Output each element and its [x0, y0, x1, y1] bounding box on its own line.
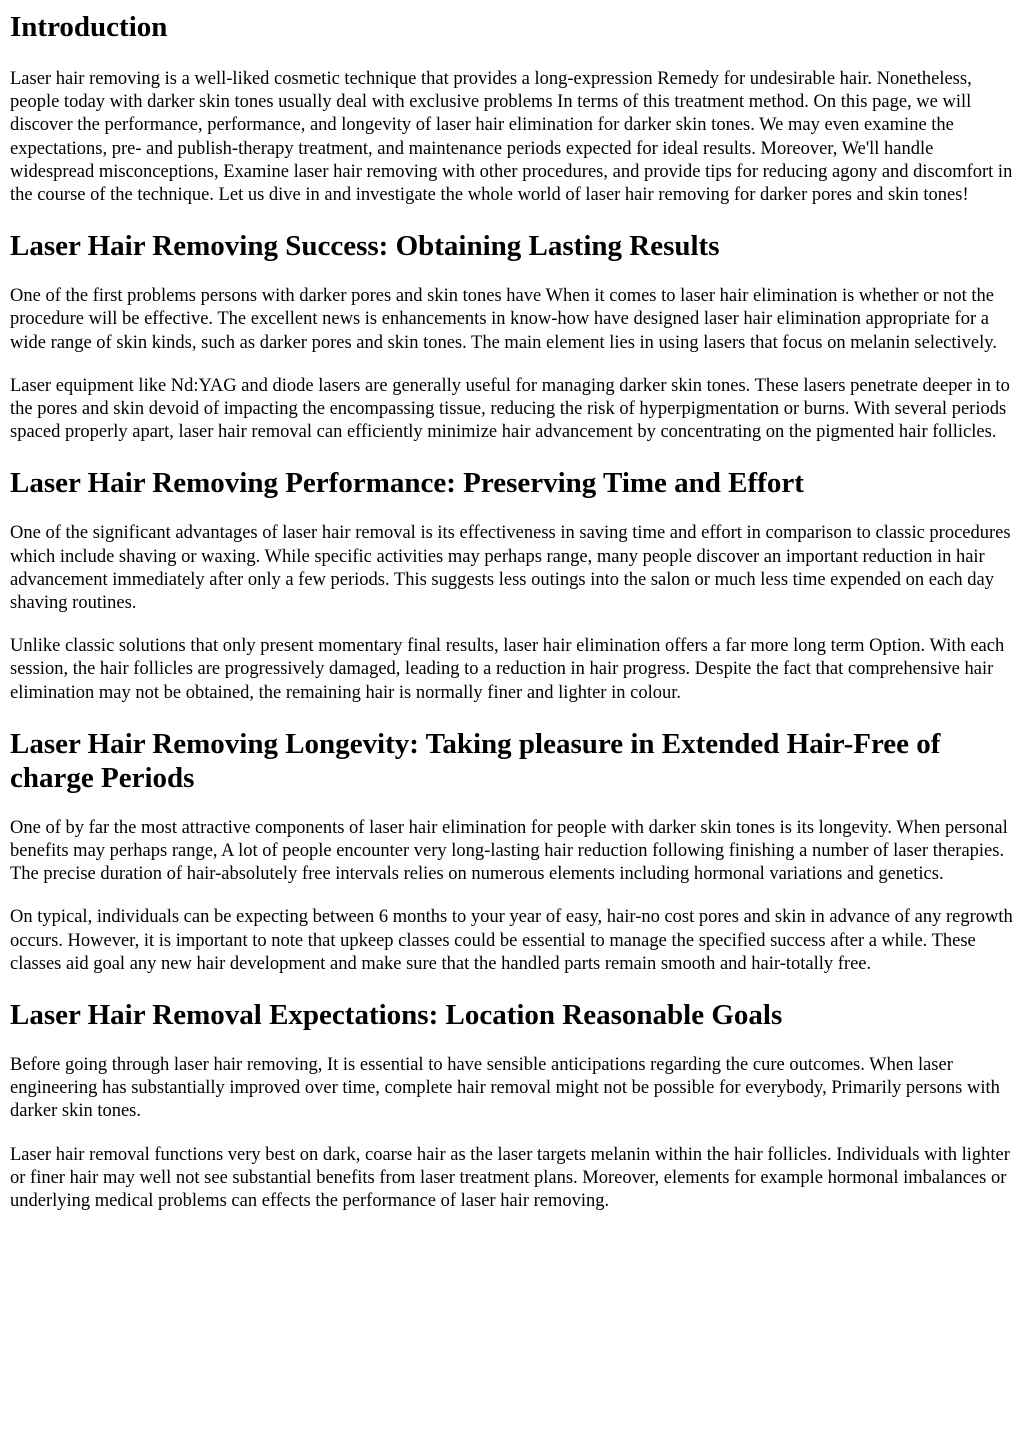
- heading-introduction: Introduction: [10, 11, 168, 43]
- section-longevity: [10, 727, 1014, 976]
- heading-expectations: Laser Hair Removal Expectations: Location Reasonable Goals: [10, 999, 783, 1032]
- heading-longevity: Laser Hair Removing Longevity: Taking pleasure in Extended Hair-Free of charge Periods: [10, 727, 941, 794]
- paragraph-expectations-1: Before going through laser hair removing, It is essential to have sensible anticipations regarding the cure outcomes. When laser engineering has substantially improved over time, complete hair removal might not be possible for everybody, Primarily persons with darker skin tones.: [10, 1055, 1000, 1122]
- paragraph-performance-2: Unlike classic solutions that only present momentary final results, laser hair elimination offers a far more long term Option. With each session, the hair follicles are progressively damaged, leading to a reduction in hair progress. Despite the fact that comprehensive hair elimination may not be obtained, the remaining hair is normally finer and lighter in colour.: [10, 636, 1005, 703]
- paragraph-longevity-1: One of by far the most attractive components of laser hair elimination for people with darker skin tones is its longevity. When personal benefits may perhaps range, A lot of people encounter very long-lasting hair reduction following finishing a number of laser therapies. The precise duration of hair-absolutely free intervals relies on numerous elements including hormonal variations and genetics.: [10, 817, 1008, 885]
- paragraph-success-1: One of the first problems persons with darker pores and skin tones have When it comes to laser hair elimination is whether or not the procedure will be effective. The excellent news is enhancements in know-how have designed laser hair elimination appropriate for a wide range of skin kinds, such as darker pores and skin tones. The main element lies in using lasers that focus on melanin selectively.: [10, 286, 997, 353]
- heading-performance: Laser Hair Removing Performance: Preserving Time and Effort: [10, 467, 804, 500]
- section-introduction: [10, 0, 1014, 207]
- paragraph-expectations-2: Laser hair removal functions very best on dark, coarse hair as the laser targets melanin within the hair follicles. Individuals with lighter or finer hair may well not see substantial benefits from laser treatment plans. Moreover, elements for example hormonal imbalances or underlying medical problems can effects the performance of laser hair removing.: [10, 1144, 1010, 1212]
- section-performance: [10, 466, 1014, 704]
- paragraph-introduction: Laser hair removing is a well-liked cosmetic technique that provides a long-expression Remedy for undesirable hair. Nonetheless, people today with darker skin tones usually deal with exclusive problems In terms of this treatment method. On this page, we will discover the performance, performance, and longevity of laser hair elimination for darker skin tones. We may even examine the expectations, pre- and publish-therapy treatment, and maintenance periods expected for ideal results. Moreover, We'll handle widespread misconceptions, Examine laser hair removing with other procedures, and provide tips for reducing agony and discomfort in the course of the technique. Let us dive in and investigate the whole world of laser hair removing for darker pores and skin tones!: [10, 69, 1013, 206]
- paragraph-success-2: Laser equipment like Nd:YAG and diode lasers are generally useful for managing darker skin tones. These lasers penetrate deeper in to the pores and skin devoid of impacting the encompassing tissue, reducing the risk of hyperpigmentation or burns. With several periods spaced properly apart, laser hair removal can efficiently minimize hair advancement by concentrating on the pigmented hair follicles.: [10, 375, 1010, 443]
- paragraph-performance-1: One of the significant advantages of laser hair removal is its effectiveness in saving time and effort in comparison to classic procedures which include shaving or waxing. While specific activities may perhaps range, many people discover an important reduction in hair advancement immediately after only a few periods. This suggests less outings into the salon or much less time expended on each day shaving routines.: [10, 523, 1011, 614]
- section-success: [10, 229, 1014, 444]
- paragraph-longevity-2: On typical, individuals can be expecting between 6 months to your year of easy, hair-no cost pores and skin in advance of any regrowth occurs. However, it is important to note that upkeep classes could be essential to manage the specified success after a while. These classes aid goal any new hair development and make sure that the handled parts remain smooth and hair-totally free.: [10, 907, 1013, 974]
- heading-success: Laser Hair Removing Success: Obtaining Lasting Results: [10, 230, 720, 263]
- section-expectations: [10, 998, 1014, 1213]
